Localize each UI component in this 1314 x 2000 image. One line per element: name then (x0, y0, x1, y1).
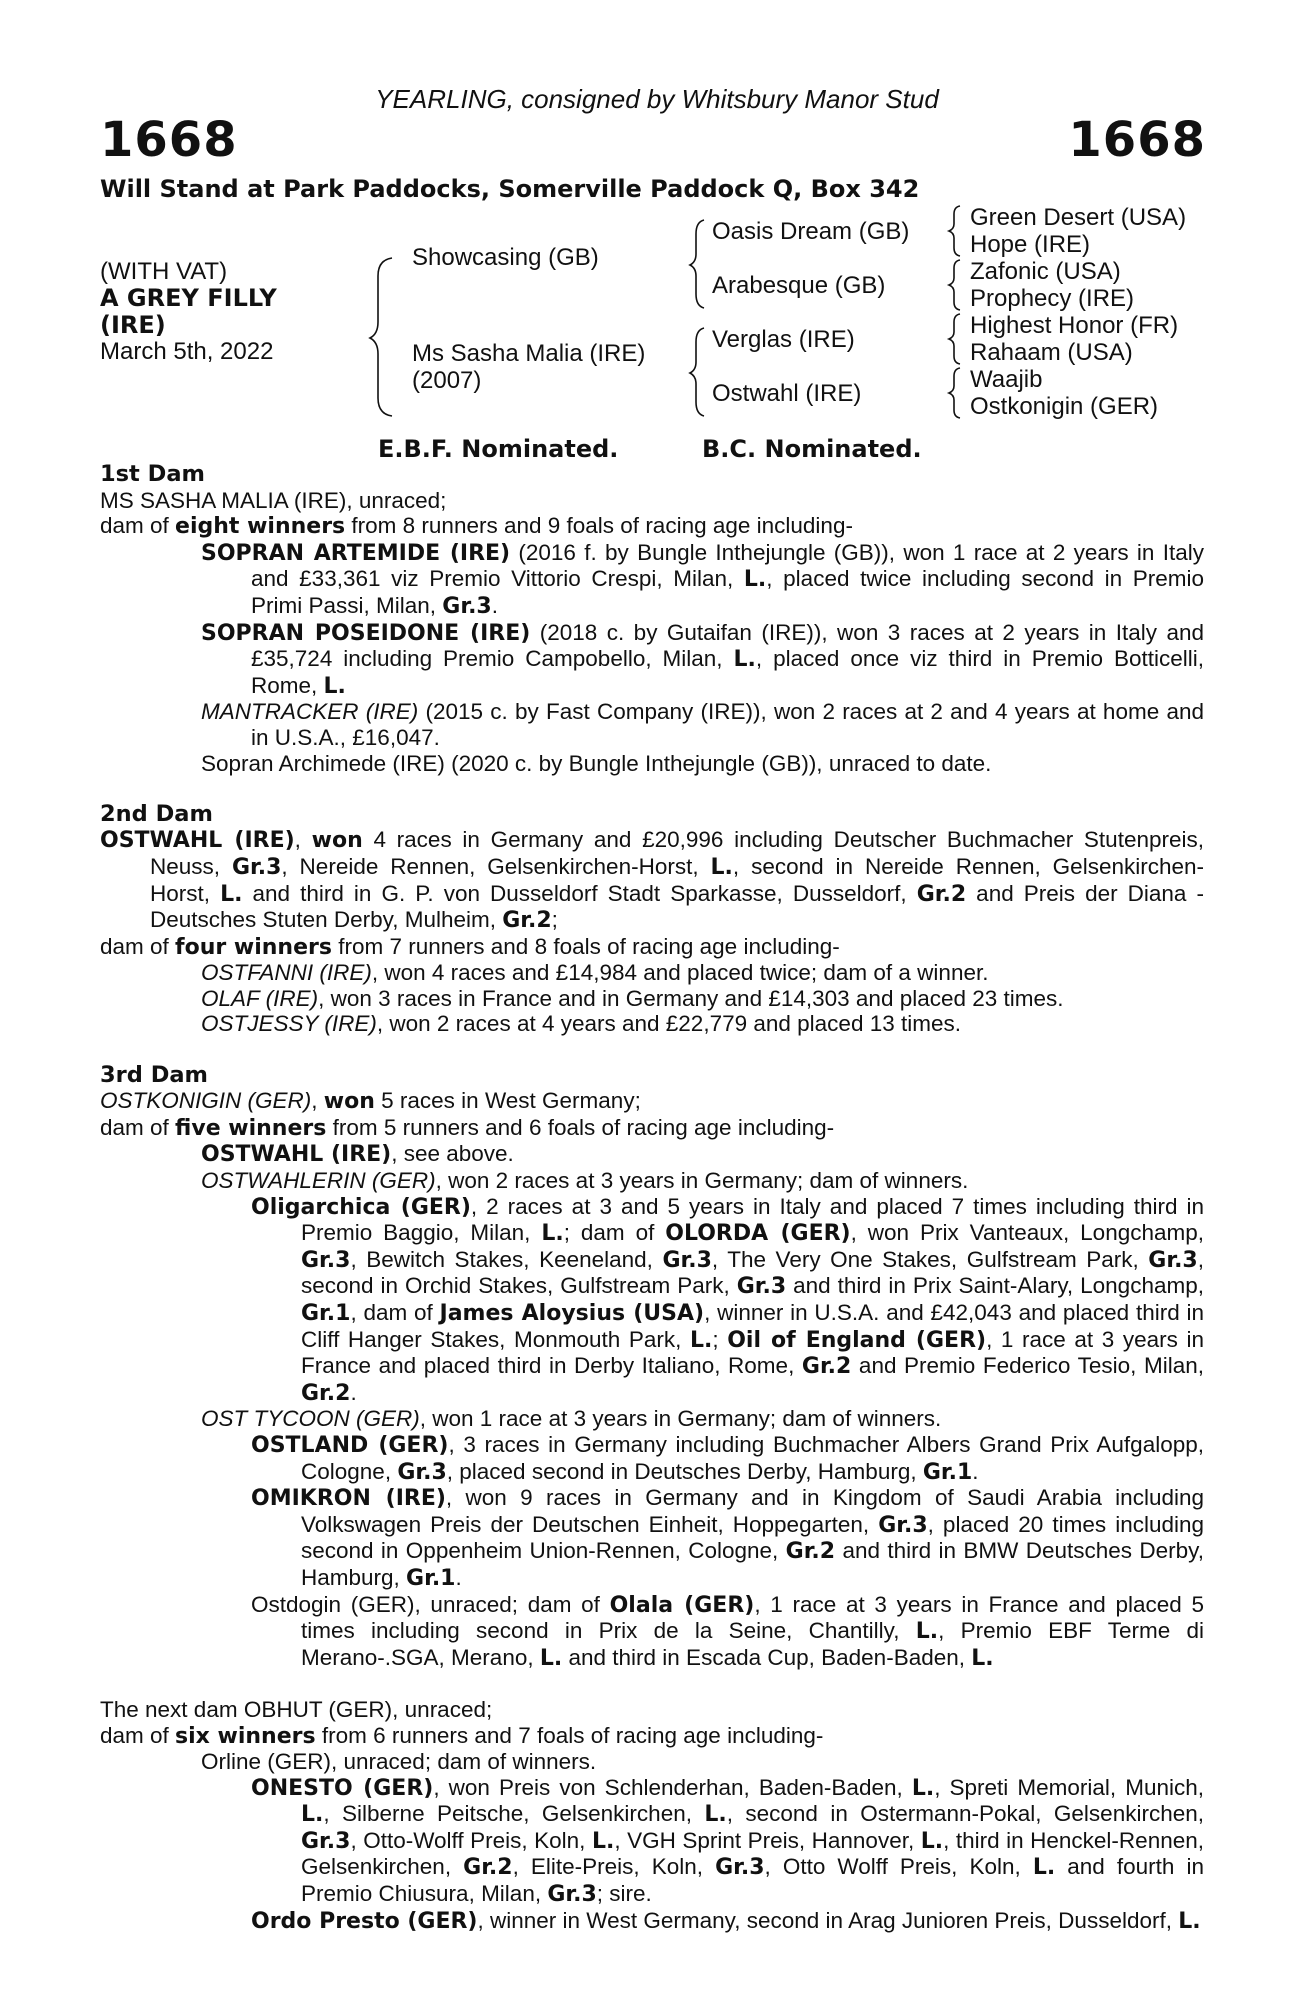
catalogue-body (100, 462, 1204, 1934)
third-dam-heading: 3rd Dam (100, 1061, 208, 1088)
consignment-line: YEARLING, consigned by Whitsbury Manor Stud (375, 84, 939, 114)
pedigree-brace-g4 (0, 0, 1, 1)
produce-onesto: ONESTO (GER), won Preis von Schlenderhan, Baden-Baden, L., Spreti Memorial, Munich, L., Silberne Peitsche, Gelsenkirchen, L., second in Ostermann-Pokal, Gelsenkirchen, Gr.3, Otto-Wolff Preis, Koln, L., VGH Sprint Preis, Hannover, L., third in Henckel-Rennen, Gelsenkirchen, Gr.2, Elite-Preis, Koln, Gr.3, Otto Wolff Preis, Koln, L. and fourth in Premio Chiusura, Milan, Gr.3; sire. (251, 1774, 1205, 1908)
horse-country: (IRE) (100, 311, 166, 339)
ebf-nomination: E.B.F. Nominated. (378, 435, 619, 463)
vat-label: (WITH VAT) (100, 258, 228, 285)
gg-sire-1: Green Desert (USA) (970, 204, 1187, 231)
dam-year: (2007) (412, 367, 482, 394)
produce-ordo-presto: Ordo Presto (GER), winner in West Germany, second in Arag Junioren Preis, Dusseldorf, L. (251, 1907, 1201, 1934)
third-dam-produce: dam of five winners from 5 runners and 6 foals of racing age including- (100, 1114, 835, 1141)
next-dam-produce: dam of six winners from 6 runners and 7 foals of racing age including- (100, 1722, 824, 1749)
dam: Ms Sasha Malia (IRE) (412, 340, 646, 367)
foaling-date: March 5th, 2022 (100, 338, 274, 365)
dam-dam: Ostwahl (IRE) (712, 380, 862, 407)
produce-oligarchica: Oligarchica (GER), 2 races at 3 and 5 years in Italy and placed 7 times including third in Premio Baggio, Milan, L.; dam of OLORDA (GER), won Prix Vanteaux, Longchamp, Gr.3, Bewitch Stakes, Keeneland, Gr.3, The Very One Stakes, Gulfstream Park, Gr.3, second in Orchid Stakes, Gulfstream Park, Gr.3 and third in Prix Saint-Alary, Longchamp, Gr.1, dam of James Aloysius (USA), winner in U.S.A. and £42,043 and placed third in Cliff Hanger Stakes, Monmouth Park, L.; Oil of England (GER), 1 race at 3 years in France and placed third in Derby Italiano, Rome, Gr.2 and Premio Federico Tesio, Milan, Gr.2. (251, 1193, 1205, 1406)
gg-dam-1: Hope (IRE) (970, 231, 1091, 258)
gg-sire-3: Highest Honor (FR) (970, 312, 1179, 339)
gg-dam-3: Rahaam (USA) (970, 339, 1133, 366)
first-dam-intro: MS SASHA MALIA (IRE), unraced; (100, 487, 447, 513)
produce-mantracker: MANTRACKER (IRE) (2015 c. by Fast Company (IRE)), won 2 races at 2 and 4 years at home and in U.S.A., £16,047. (201, 699, 1204, 750)
produce-sopran-artemide: SOPRAN ARTEMIDE (IRE) (2016 f. by Bungle Inthejungle (GB)), won 1 race at 2 years in Italy and £33,361 viz Premio Vittorio Crespi, Milan, L., placed twice including second in Premio Primi Passi, Milan, Gr.3. (201, 539, 1204, 619)
produce-ostjessy: OSTJESSY (IRE), won 2 races at 4 years and £22,779 and placed 13 times. (201, 1011, 961, 1037)
produce-ostdogin: Ostdogin (GER), unraced; dam of Olala (GER), 1 race at 3 years in France and placed 5 times including second in Prix de la Seine, Chantilly, L., Premio EBF Terme di Merano-.SGA, Merano, L. and third in Escada Cup, Baden-Baden, L. (251, 1591, 1204, 1671)
produce-ost-tycoon: OST TYCOON (GER), won 1 race at 3 years in Germany; dam of winners. (201, 1406, 942, 1432)
sire-sire: Oasis Dream (GB) (712, 218, 910, 245)
produce-olaf: OLAF (IRE), won 3 races in France and in Germany and £14,303 and placed 23 times. (201, 985, 1064, 1011)
produce-ostwahlerin: OSTWAHLERIN (GER), won 2 races at 3 years in Germany; dam of winners. (201, 1168, 969, 1194)
first-dam-produce: dam of eight winners from 8 runners and 9 foals of racing age including- (100, 513, 853, 540)
produce-orline: Orline (GER), unraced; dam of winners. (201, 1749, 597, 1775)
bc-nomination: B.C. Nominated. (702, 435, 922, 463)
stand-location: Will Stand at Park Paddocks, Somerville Paddock Q, Box 342 (100, 175, 920, 203)
produce-ostland: OSTLAND (GER), 3 races in Germany including Buchmacher Albers Grand Prix Aufgalopp, Cologne, Gr.3, placed second in Deutsches Derby, Hamburg, Gr.1. (251, 1431, 1204, 1485)
second-dam-produce: dam of four winners from 7 runners and 8 foals of racing age including- (100, 933, 840, 960)
second-dam-heading: 2nd Dam (100, 800, 213, 827)
sire-dam: Arabesque (GB) (712, 272, 886, 299)
lot-number-left: 1668 (100, 112, 238, 168)
produce-ostfanni: OSTFANNI (IRE), won 4 races and £14,984 and placed twice; dam of a winner. (201, 960, 989, 986)
gg-dam-2: Prophecy (IRE) (970, 285, 1135, 312)
produce-sopran-archimede: Sopran Archimede (IRE) (2020 c. by Bungle Inthejungle (GB)), unraced to date. (201, 750, 992, 776)
first-dam-heading: 1st Dam (100, 461, 205, 487)
produce-ostwahl: OSTWAHL (IRE), see above. (201, 1141, 514, 1168)
gg-dam-4: Ostkonigin (GER) (970, 393, 1159, 420)
gg-sire-4: Waajib (970, 366, 1043, 393)
horse-name: A GREY FILLY (100, 284, 277, 312)
sire: Showcasing (GB) (412, 244, 599, 271)
next-dam-intro: The next dam OBHUT (GER), unraced; (100, 1696, 493, 1722)
dam-sire: Verglas (IRE) (712, 326, 855, 353)
produce-sopran-poseidone: SOPRAN POSEIDONE (IRE) (2018 c. by Gutaifan (IRE)), won 3 races at 2 years in Italy and £35,724 including Premio Campobello, Milan, L., placed once viz third in Premio Botticelli, Rome, L. (201, 619, 1205, 699)
gg-sire-2: Zafonic (USA) (970, 258, 1121, 285)
produce-omikron: OMIKRON (IRE), won 9 races in Germany and in Kingdom of Saudi Arabia including Volkswagen Preis der Deutschen Einheit, Hoppegarten, Gr.3, placed 20 times including second in Oppenheim Union-Rennen, Cologne, Gr.2 and third in BMW Deutsches Derby, Hamburg, Gr.1. (251, 1485, 1205, 1591)
lot-number-right: 1668 (1068, 112, 1206, 168)
third-dam-record: OSTKONIGIN (GER), won 5 races in West Germany; (100, 1088, 641, 1115)
second-dam-record: OSTWAHL (IRE), won 4 races in Germany and £20,996 including Deutscher Buchmacher Stutenpreis, Neuss, Gr.3, Nereide Rennen, Gelsenkirchen-Horst, L., second in Nereide Rennen, Gelsenkirchen-Horst, L. and third in G. P. von Dusseldorf Stadt Sparkasse, Dusseldorf, Gr.2 and Preis der Diana - Deutsches Stuten Derby, Mulheim, Gr.2; (100, 827, 1204, 934)
